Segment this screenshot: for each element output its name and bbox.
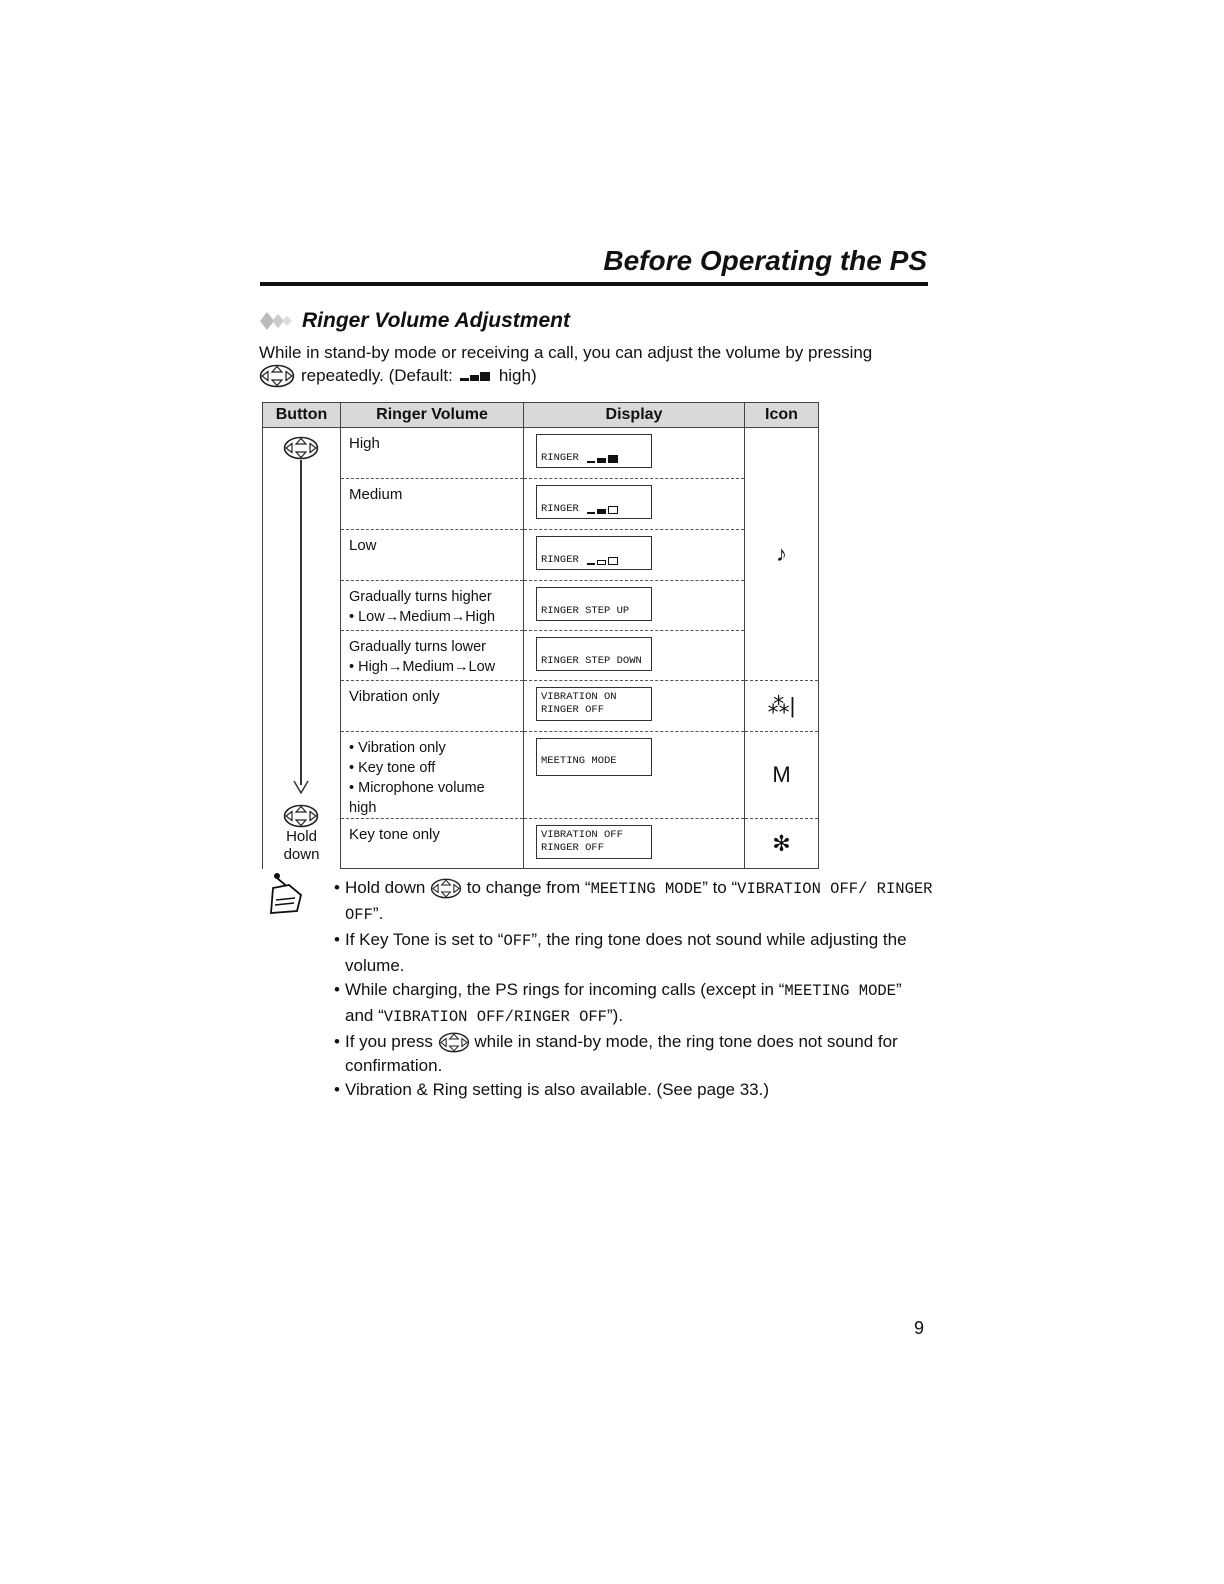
note-pencil-icon bbox=[267, 873, 307, 917]
icon-vibration-cell bbox=[745, 681, 819, 732]
section-diamond-icon bbox=[258, 310, 294, 332]
volume-step-down: Gradually turns lower • High→Medium→Low bbox=[341, 631, 524, 681]
page-number: 9 bbox=[914, 1318, 925, 1338]
ringer-on-icon: ♪ bbox=[776, 541, 787, 566]
icon-meeting-cell bbox=[745, 732, 819, 819]
vibration-icon: ⁂| bbox=[767, 693, 796, 718]
lcd-display: RINGER STEP DOWN bbox=[536, 637, 652, 671]
display-low bbox=[524, 530, 745, 581]
volume-high-icon bbox=[587, 454, 619, 464]
arrow-down-icon bbox=[293, 780, 309, 794]
navigation-key-icon bbox=[283, 436, 319, 460]
intro-paragraph bbox=[259, 342, 939, 388]
lcd-display: RINGER bbox=[536, 485, 652, 519]
hold-down-label: Hold down bbox=[283, 828, 320, 863]
arrow-line bbox=[300, 460, 302, 785]
display-vibration-off bbox=[524, 819, 745, 869]
volume-vibration-only: Vibration only bbox=[341, 681, 524, 732]
page-header-title: Before Operating the PS bbox=[603, 245, 927, 276]
ringer-volume-table bbox=[262, 402, 819, 869]
header-button: Button bbox=[263, 403, 341, 428]
lcd-display: VIBRATION ON RINGER OFF bbox=[536, 687, 652, 721]
volume-medium-icon bbox=[587, 505, 619, 515]
display-meeting-mode bbox=[524, 732, 745, 819]
header-rule bbox=[260, 282, 928, 286]
lcd-display: VIBRATION OFF RINGER OFF bbox=[536, 825, 652, 859]
meeting-mode-icon: M bbox=[772, 762, 791, 787]
icon-keytone-cell bbox=[745, 819, 819, 869]
volume-step-up: Gradually turns higher • Low→Medium→High bbox=[341, 581, 524, 631]
header-ringer-volume: Ringer Volume bbox=[341, 403, 524, 428]
volume-high-icon bbox=[459, 370, 493, 382]
notes-list bbox=[334, 876, 934, 1103]
volume-medium: Medium bbox=[341, 479, 524, 530]
lcd-display: RINGER bbox=[536, 536, 652, 570]
note-item: • If you press while in stand-by mode, the ring tone does not sound for confirmation. bbox=[334, 1030, 934, 1077]
volume-meeting-mode: • Vibration only • Key tone off • Microphone volume high bbox=[341, 732, 524, 819]
display-step-down bbox=[524, 631, 745, 681]
intro-line-1: While in stand-by mode or receiving a call, you can adjust the volume by pressing bbox=[259, 343, 873, 362]
icon-ringer-cell bbox=[745, 428, 819, 681]
intro-line-2b: high) bbox=[498, 366, 537, 385]
volume-high: High bbox=[341, 428, 524, 479]
note-item: • Hold down to change from “MEETING MODE” to “VIBRATION OFF/ RINGER OFF”. bbox=[334, 876, 934, 927]
volume-low-icon bbox=[587, 556, 619, 566]
display-vibration-on bbox=[524, 681, 745, 732]
lcd-display: MEETING MODE bbox=[536, 738, 652, 776]
lcd-display: RINGER bbox=[536, 434, 652, 468]
navigation-key-icon bbox=[283, 804, 319, 828]
navigation-key-icon bbox=[430, 878, 462, 899]
volume-low: Low bbox=[341, 530, 524, 581]
display-medium bbox=[524, 479, 745, 530]
section-heading bbox=[258, 309, 570, 333]
navigation-key-icon bbox=[259, 364, 295, 388]
note-item: • While charging, the PS rings for incoming calls (except in “MEETING MODE” and “VIBRATION OFF/RINGER OFF”). bbox=[334, 978, 934, 1029]
header-display: Display bbox=[524, 403, 745, 428]
volume-key-tone-only: Key tone only bbox=[341, 819, 524, 869]
button-column bbox=[263, 428, 341, 869]
lcd-display: RINGER STEP UP bbox=[536, 587, 652, 621]
navigation-key-icon bbox=[438, 1032, 470, 1053]
display-high bbox=[524, 428, 745, 479]
header-icon: Icon bbox=[745, 403, 819, 428]
display-step-up bbox=[524, 581, 745, 631]
note-item: • Vibration & Ring setting is also available. (See page 33.) bbox=[334, 1078, 934, 1102]
note-item: • If Key Tone is set to “OFF”, the ring tone does not sound while adjusting the volume. bbox=[334, 928, 934, 977]
section-title: Ringer Volume Adjustment bbox=[302, 309, 570, 332]
ringer-off-icon: ✻ bbox=[772, 830, 791, 856]
intro-line-2a: repeatedly. (Default: bbox=[301, 366, 453, 385]
